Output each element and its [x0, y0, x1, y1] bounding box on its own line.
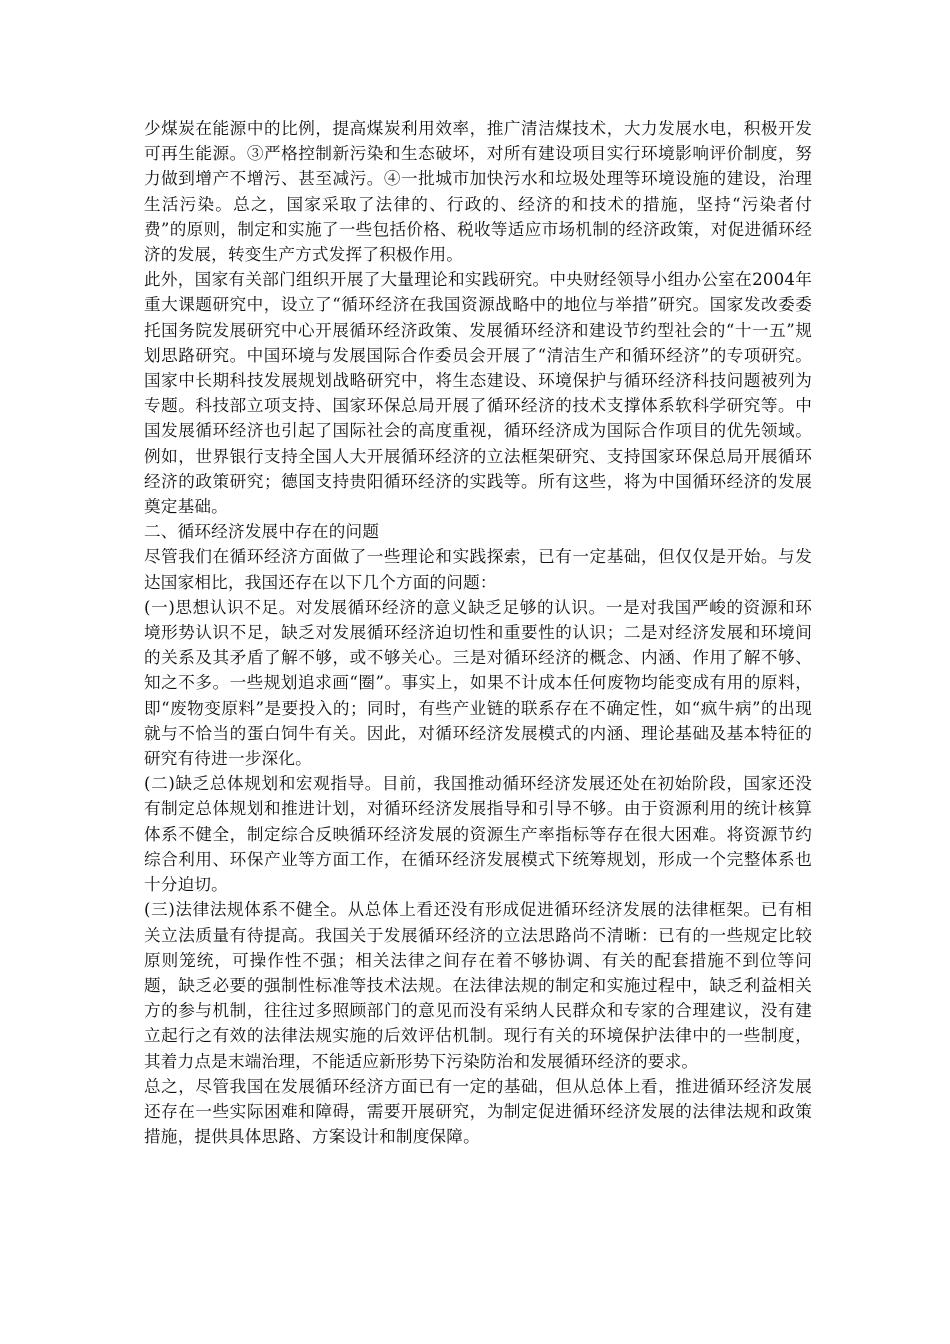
paragraph-problem-legal: (三)法律法规体系不健全。从总体上看还没有形成促进循环经济发展的法律框架。已有相关立法质量有待提高。我国关于发展循环经济的立法思路尚不清晰：已有的一些规定比较原则笼统，可操作性不强；相关法律之间存在着不够协调、有关的配套措施不到位等问题，缺乏必要的强制性标准等技术法规。在法律法规的制定和实施过程中，缺乏利益相关方的参与机制，往往过多照顾部门的意见而没有采纳人民群众和专家的合理建议，没有建立起行之有效的法律法规实施的后效评估机制。现行有关的环境保护法律中的一些制度，其着力点是末端治理，不能适应新形势下污染防治和发展循环经济的要求。 — [144, 900, 812, 1071]
paragraph-research-activities: 此外，国家有关部门组织开展了大量理论和实践研究。中央财经领导小组办公室在2004年重大课题研究中，设立了“循环经济在我国资源战略中的地位与举措”研究。国家发改委委托国务院发展研究中心开展循环经济政策、发展循环经济和建设节约型社会的“十一五”规划思路研究。中国环境与发展国际合作委员会开展了“清洁生产和循环经济”的专项研究。国家中长期科技发展规划战略研究中，将生态建设、环境保护与循环经济科技问题被列为专题。科技部立项支持、国家环保总局开展了循环经济的技术支撑体系软科学研究等。中国发展循环经济也引起了国际社会的高度重视，循环经济成为国际合作项目的优先领域。例如，世界银行支持全国人大开展循环经济的立法框架研究、支持国家环保总局开展循环经济的政策研究；德国支持贵阳循环经济的实践等。所有这些，将为中国循环经济的发展奠定基础。 — [144, 270, 812, 517]
paragraph-conclusion: 总之，尽管我国在发展循环经济方面已有一定的基础，但从总体上看，推进循环经济发展还存在一些实际困难和障碍，需要开展研究，为制定促进循环经济发展的法律法规和政策措施，提供具体思路、方案设计和制度保障。 — [144, 1076, 812, 1147]
paragraph-problem-awareness: (一)思想认识不足。对发展循环经济的意义缺乏足够的认识。一是对我国严峻的资源和环境形势认识不足，缺乏对发展循环经济迫切性和重要性的认识；二是对经济发展和环境间的关系及其矛盾了解不够，或不够关心。三是对循环经济的概念、内涵、作用了解不够、知之不多。一些规划追求画“圈”。事实上，如果不计成本任何废物均能变成有用的原料，即“废物变原料”是要投入的；同时，有些产业链的联系存在不确定性，如“疯牛病”的出现就与不恰当的蛋白饲牛有关。因此，对循环经济发展模式的内涵、理论基础及基本特征的研究有待进一步深化。 — [144, 597, 812, 769]
section-heading-problems: 二、循环经济发展中存在的问题 — [144, 522, 380, 542]
paragraph-problem-planning: (二)缺乏总体规划和宏观指导。目前，我国推动循环经济发展还处在初始阶段，国家还没有制定总体规划和推进计划，对循环经济发展指导和引导不够。由于资源利用的统计核算体系不健全，制定综合反映循环经济发展的资源生产率指标等存在很大困难。将资源节约综合利用、环保产业等方面工作，在循环经济发展模式下统筹规划，形成一个完整体系也十分迫切。 — [144, 774, 812, 895]
paragraph-energy-measures: 少煤炭在能源中的比例，提高煤炭利用效率，推广清洁煤技术，大力发展水电，积极开发可再生能源。③严格控制新污染和生态破坏，对所有建设项目实行环境影响评价制度，努力做到增产不增污、甚至减污。④一批城市加快污水和垃圾处理等环境设施的建设，治理生活污染。总之，国家采取了法律的、行政的、经济的和技术的措施，坚持“污染者付费”的原则，制定和实施了一些包括价格、税收等适应市场机制的经济政策，对促进循环经济的发展，转变生产方式发挥了积极作用。 — [144, 119, 812, 265]
document-body — [144, 116, 812, 1149]
paragraph-problems-intro: 尽管我们在循环经济方面做了一些理论和实践探索，已有一定基础，但仅仅是开始。与发达国家相比，我国还存在以下几个方面的问题： — [144, 547, 812, 592]
